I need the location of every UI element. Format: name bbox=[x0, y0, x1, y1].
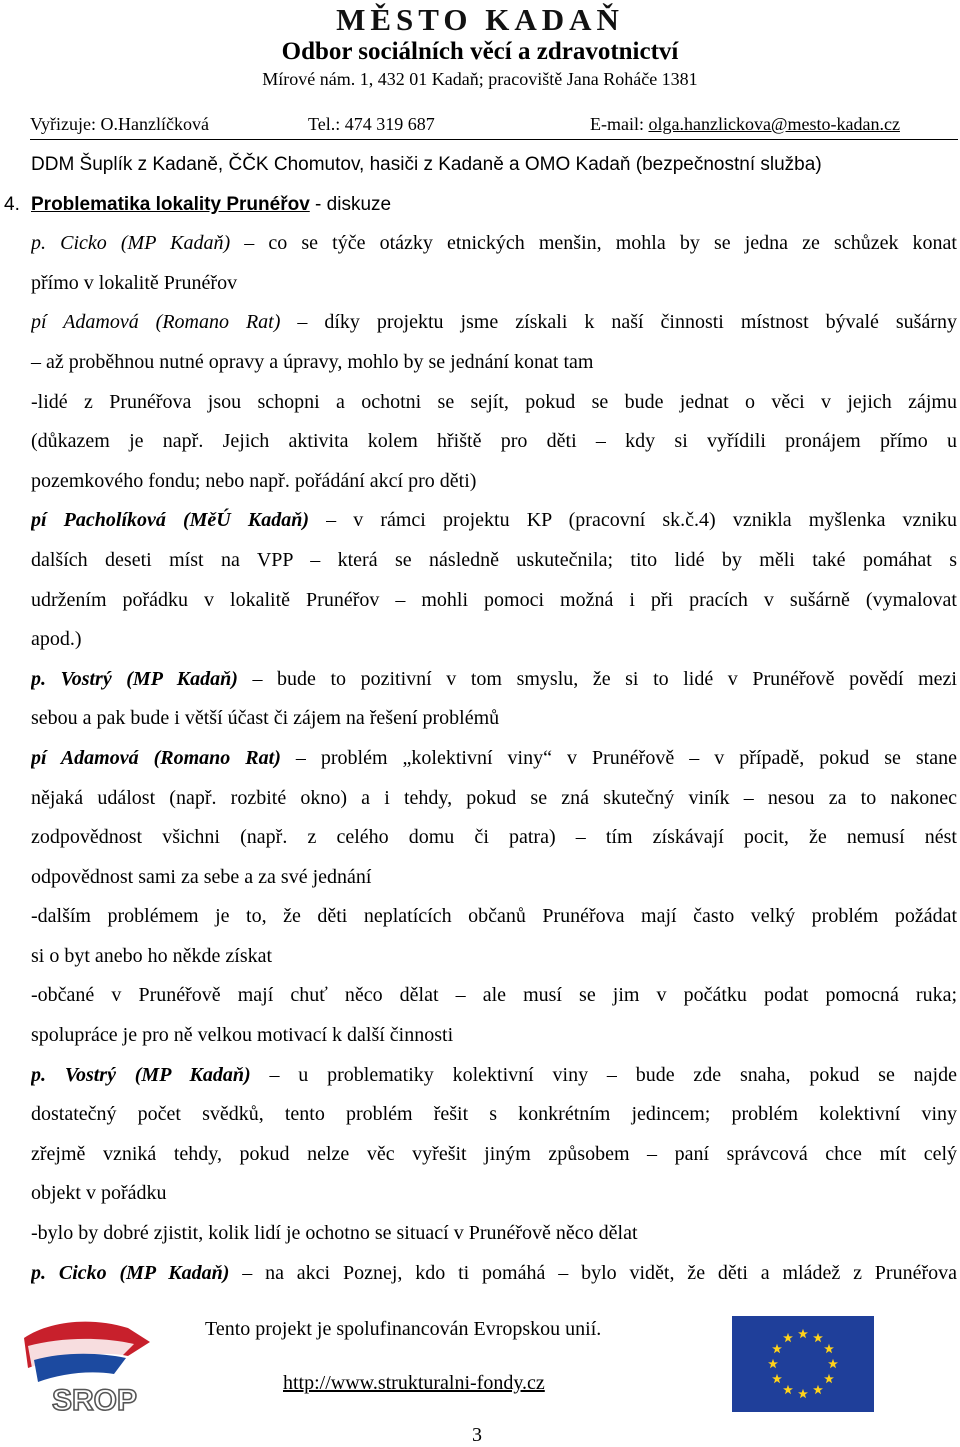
footer-link-wrap bbox=[283, 1372, 545, 1395]
line-23: spolupráce je pro ně velkou motivací k další činnosti bbox=[31, 1024, 454, 1047]
contact-phone: Tel.: 474 319 687 bbox=[308, 114, 435, 134]
speaker-name: pí Pacholíková (MěÚ Kadaň) bbox=[31, 509, 309, 532]
line-29-text: – na akci Poznej, kdo ti pomáhá – bylo vidět, že děti a mládež z Prunéřova bbox=[229, 1261, 957, 1284]
eu-flag-icon bbox=[732, 1316, 874, 1412]
line-14 bbox=[31, 660, 957, 700]
line-6: – až proběhnou nutné opravy a úpravy, mohlo by se jednání konat tam bbox=[31, 350, 594, 373]
contact-email-link[interactable]: olga.hanzlickova@mesto-kadan.cz bbox=[648, 114, 900, 134]
speaker-name: p. Cicko (MP Kadaň) bbox=[31, 232, 231, 255]
line-29 bbox=[31, 1254, 957, 1294]
minutes-body bbox=[4, 145, 957, 1293]
line-11: dalších deseti míst na VPP – která se následně uskutečnila; tito lidé by měli také pomáhat s bbox=[31, 548, 957, 571]
line-10-text: – v rámci projektu KP (pracovní sk.č.4) vznikla myšlenka vzniku bbox=[308, 509, 957, 532]
line-18: zodpovědnost všichni (např. z celého domu či patra) – tím získávají pocit, že nemusí nést bbox=[31, 826, 957, 849]
line-16 bbox=[31, 739, 957, 779]
line-8: (důkazem je např. Jejich aktivita kolem hřiště pro děti – kdy si vyřídili pronájem přímo u bbox=[31, 430, 957, 453]
contact-email-row bbox=[590, 114, 900, 135]
line-16-text: – problém „kolektivní viny“ v Prunéřově – v případě, pokud se stane bbox=[280, 746, 957, 769]
agenda-item-title: Problematika lokality Prunéřov bbox=[31, 193, 310, 215]
header-divider bbox=[30, 139, 958, 140]
contact-email-label: E-mail: bbox=[590, 114, 649, 134]
header-department: Odbor sociálních věcí a zdravotnictví bbox=[281, 38, 679, 65]
line-5-text: – díky projektu jsme získali k naší činnosti místnost bývalé sušárny bbox=[280, 311, 957, 334]
speaker-name: pí Adamová (Romano Rat) bbox=[31, 311, 281, 334]
line-10 bbox=[31, 501, 957, 541]
line-25: dostatečný počet svědků, tento problém řešit s konkrétním jedincem; problém kolektivní viny bbox=[31, 1103, 957, 1126]
srop-logo bbox=[18, 1316, 168, 1416]
header-title: MĚSTO KADAŇ bbox=[336, 2, 624, 37]
logo-blue-shape bbox=[34, 1354, 126, 1382]
page-number: 3 bbox=[472, 1424, 482, 1446]
strukturalni-fondy-link[interactable]: http://www.strukturalni-fondy.cz bbox=[283, 1372, 545, 1394]
line-26: zřejmě vzniká tehdy, pokud nelze věc vyřešit jiným způsobem – paní správcová chce mít celý bbox=[31, 1142, 957, 1165]
line-13: apod.) bbox=[31, 628, 82, 651]
line-3 bbox=[31, 224, 957, 264]
line-9: pozemkového fondu; nebo např. pořádání akcí pro děti) bbox=[31, 469, 477, 492]
line-5 bbox=[31, 303, 957, 343]
line-24 bbox=[31, 1056, 957, 1096]
line-20: -dalším problémem je to, že děti neplatících občanů Prunéřova mají často velký problém požádat bbox=[31, 905, 957, 928]
line-7: -lidé z Prunéřova jsou schopni a ochotni se sejít, pokud se bude jednat o věci v jejich zájmu bbox=[31, 390, 957, 413]
logo-text: SROP bbox=[52, 1384, 138, 1416]
line-28: -bylo by dobré zjistit, kolik lidí je ochotno se situací v Prunéřově něco dělat bbox=[31, 1222, 638, 1245]
line-14-text: – bude to pozitivní v tom smyslu, že si to lidé v Prunéřově povědí mezi bbox=[237, 667, 957, 690]
speaker-name: p. Vostrý (MP Kadaň) bbox=[31, 667, 238, 690]
line-1: DDM Šuplík z Kadaně, ČČK Chomutov, hasiči z Kadaně a OMO Kadaň (bezpečnostní služba) bbox=[31, 154, 822, 175]
line-3-text: – co se týče otázky etnických menšin, mohla by se jedna ze schůzek konat bbox=[230, 232, 957, 255]
header-address: Mírové nám. 1, 432 01 Kadaň; pracoviště Jana Roháče 1381 bbox=[262, 69, 698, 89]
line-19: odpovědnost sami za sebe a za své jednání bbox=[31, 865, 372, 888]
line-22: -občané v Prunéřově mají chuť něco dělat – ale musí se jim v počátku podat pomocná ruka; bbox=[31, 984, 957, 1007]
agenda-item-suffix: - diskuze bbox=[309, 193, 392, 215]
funding-note: Tento projekt je spolufinancován Evropskou unií. bbox=[205, 1318, 602, 1340]
line-12: udržením pořádku v lokalitě Prunéřov – mohli pomoci možná i při pracích v sušárně (vymalovat bbox=[31, 588, 957, 611]
line-21: si o byt anebo ho někde získat bbox=[31, 944, 273, 967]
line-4: přímo v lokalitě Prunéřov bbox=[31, 271, 238, 294]
speaker-name: p. Cicko (MP Kadaň) bbox=[31, 1261, 230, 1284]
line-17: nějaká událost (např. rozbité okno) a i tehdy, pokud se zná skutečný viník – nesou za to nakonec bbox=[31, 786, 957, 809]
line-24-text: – u problematiky kolektivní viny – bude zde snaha, pokud se najde bbox=[250, 1063, 957, 1086]
speaker-name: p. Vostrý (MP Kadaň) bbox=[31, 1063, 251, 1086]
contact-handler: Vyřizuje: O.Hanzlíčková bbox=[30, 114, 209, 134]
line-27: objekt v pořádku bbox=[31, 1182, 167, 1205]
agenda-item-number: 4. bbox=[4, 193, 20, 215]
speaker-name: pí Adamová (Romano Rat) bbox=[31, 746, 281, 769]
agenda-item-4 bbox=[4, 185, 957, 225]
line-15: sebou a pak bude i větší účast či zájem na řešení problémů bbox=[31, 707, 500, 730]
